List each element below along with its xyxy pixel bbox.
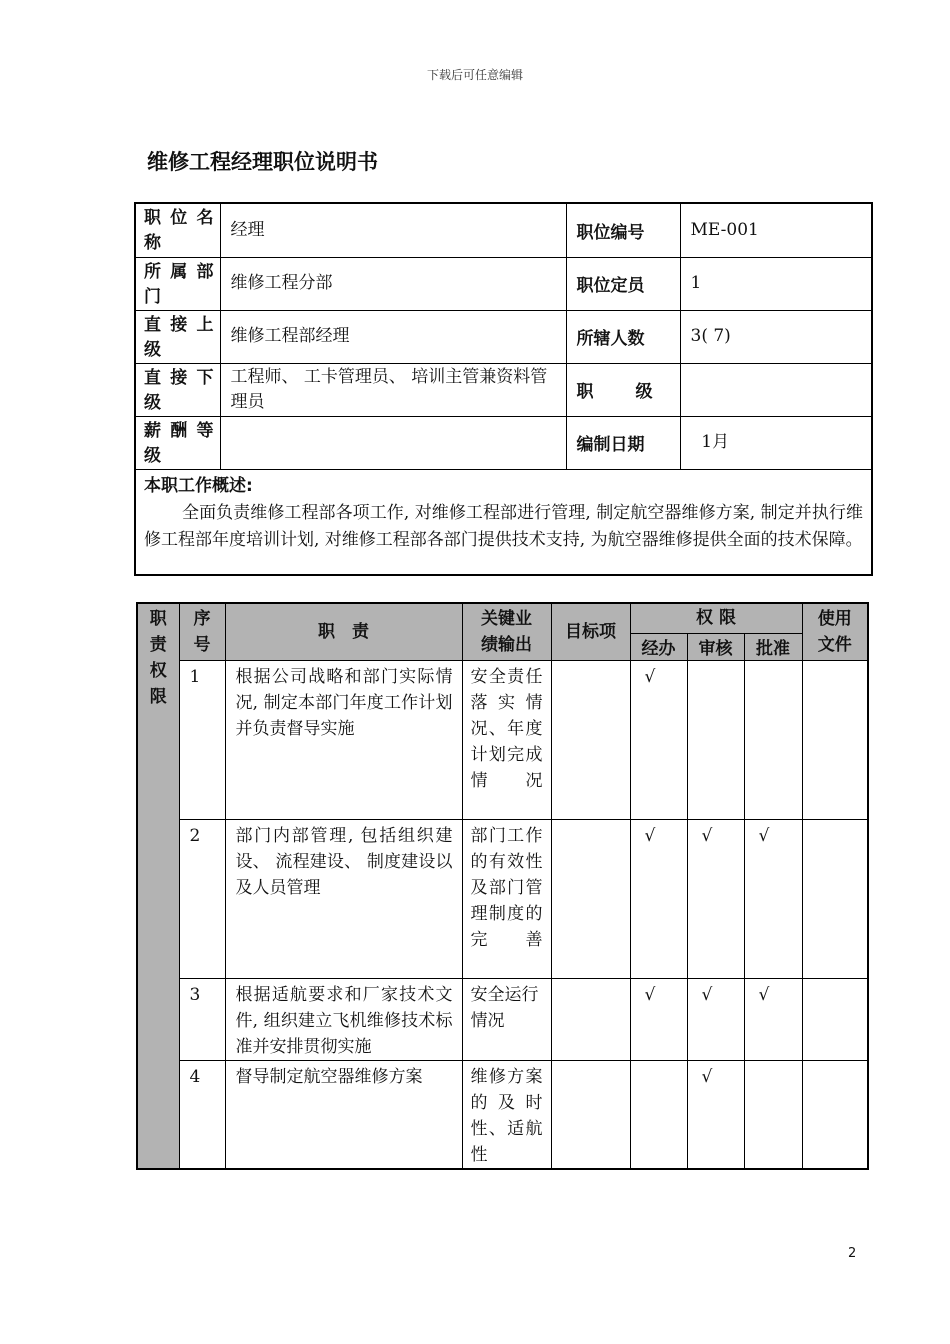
row-review-check: √ (687, 978, 744, 1060)
subordinates-count-label: 所辖人数 (566, 310, 680, 363)
position-code-label: 职位编号 (566, 203, 680, 257)
row-target (551, 660, 630, 819)
salary-grade-label: 薪 酬 等 级 (135, 416, 220, 469)
table-row (137, 978, 868, 1060)
row-do-check: √ (630, 978, 687, 1060)
row-kpi: 部门工作的有效性及部门管理制度的完善 (462, 819, 551, 978)
row-duty: 根据适航要求和厂家技术文件, 组织建立飞机维修技术标准并安排贯彻实施 (225, 978, 462, 1060)
row-review-check: √ (687, 819, 744, 978)
row-do-check (630, 1060, 687, 1169)
table-row (137, 1060, 868, 1169)
row-target (551, 819, 630, 978)
row-approve-check (744, 1060, 802, 1169)
row-review-check (687, 660, 744, 819)
row-do-check: √ (630, 660, 687, 819)
position-info-table (134, 202, 873, 576)
row-docs (802, 660, 868, 819)
table-row (137, 660, 868, 819)
row-docs (802, 819, 868, 978)
row-seq: 3 (179, 978, 225, 1060)
row-seq: 2 (179, 819, 225, 978)
duty-authority-table (136, 602, 869, 1170)
row-docs (802, 1060, 868, 1169)
position-name-label: 职 位 名 称 (135, 203, 220, 257)
job-grade-value (680, 363, 872, 416)
summary-label: 本职工作概述: (144, 475, 253, 496)
department-label: 所 属 部 门 (135, 257, 220, 310)
direct-superior-label: 直 接 上 级 (135, 310, 220, 363)
row-duty: 根据公司战略和部门实际情况, 制定本部门年度工作计划并负责督导实施 (225, 660, 462, 819)
compile-date-value: 1月 (680, 416, 872, 469)
department-value: 维修工程分部 (220, 257, 566, 310)
row-review-check: √ (687, 1060, 744, 1169)
row-kpi: 安全运行情况 (462, 978, 551, 1060)
job-grade-label: 职 级 (566, 363, 680, 416)
headcount-value: 1 (680, 257, 872, 310)
row-duty: 部门内部管理, 包括组织建设、 流程建设、 制度建设以及人员管理 (225, 819, 462, 978)
row-approve-check: √ (744, 978, 802, 1060)
row-do-check: √ (630, 819, 687, 978)
row-target (551, 978, 630, 1060)
row-duty: 督导制定航空器维修方案 (225, 1060, 462, 1169)
row-approve-check: √ (744, 819, 802, 978)
info-row (135, 416, 872, 469)
row-seq: 4 (179, 1060, 225, 1169)
headcount-label: 职位定员 (566, 257, 680, 310)
compile-date-label: 编制日期 (566, 416, 680, 469)
info-row (135, 203, 872, 257)
position-name-value: 经理 (220, 203, 566, 257)
page-number: 2 (848, 1246, 857, 1261)
row-kpi: 维修方案的及时性、适航性 (462, 1060, 551, 1169)
target-header: 目标项 (551, 603, 630, 660)
do-header: 经办 (630, 633, 687, 660)
side-label: 职责权限 (137, 603, 179, 1169)
info-row (135, 363, 872, 416)
salary-grade-value (220, 416, 566, 469)
info-row (135, 310, 872, 363)
review-header: 审核 (687, 633, 744, 660)
subordinates-count-value: 3( 7) (680, 310, 872, 363)
duty-header: 职 责 (225, 603, 462, 660)
direct-subordinate-value: 工程师、 工卡管理员、 培训主管兼资料管理员 (220, 363, 566, 416)
direct-subordinate-label: 直 接 下 级 (135, 363, 220, 416)
summary-row (135, 469, 872, 575)
header-note: 下载后可任意编辑 (426, 68, 523, 82)
table-row (137, 819, 868, 978)
row-docs (802, 978, 868, 1060)
row-approve-check (744, 660, 802, 819)
info-row (135, 257, 872, 310)
row-target (551, 1060, 630, 1169)
summary-text: 全面负责维修工程部各项工作, 对维修工程部进行管理, 制定航空器维修方案, 制定并执行维修工程部年度培训计划, 对维修工程部各部门提供技术支持, 为航空器维修提供全面的技术保障。 (144, 502, 863, 550)
seq-header: 序号 (179, 603, 225, 660)
row-kpi: 安全责任落实情况、年度计划完成情况 (462, 660, 551, 819)
document-title: 维修工程经理职位说明书 (147, 150, 378, 174)
position-code-value: ME-001 (680, 203, 872, 257)
header-row (137, 603, 868, 633)
docs-header: 使用文件 (802, 603, 868, 660)
row-seq: 1 (179, 660, 225, 819)
authority-header: 权 限 (630, 603, 802, 633)
job-summary (135, 469, 872, 575)
approve-header: 批准 (744, 633, 802, 660)
direct-superior-value: 维修工程部经理 (220, 310, 566, 363)
kpi-header: 关键业绩输出 (462, 603, 551, 660)
